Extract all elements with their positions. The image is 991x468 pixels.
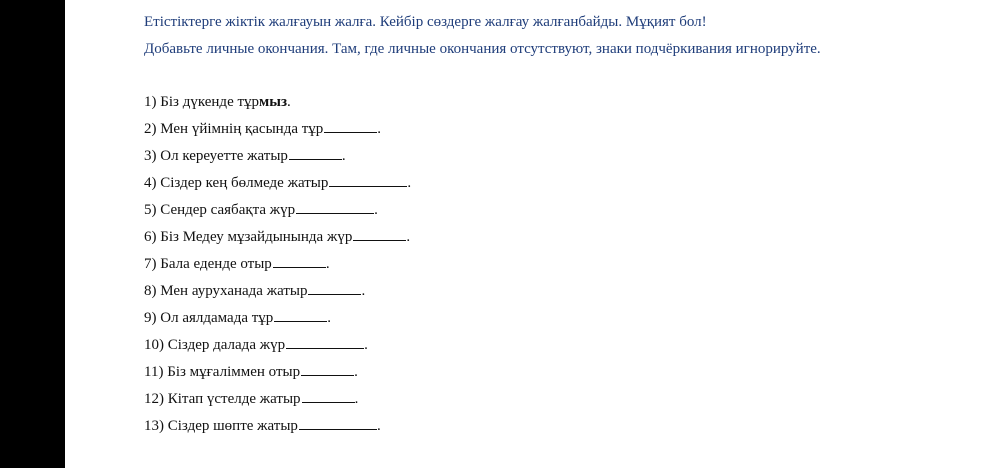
sentence-period: .	[341, 148, 346, 164]
exercise-number: 4)	[144, 175, 157, 191]
exercise-sentence: Біз Медеу мұзайдынында жүр	[160, 229, 353, 245]
exercise-sentence: Бала еденде отыр	[160, 256, 272, 272]
instruction-russian: Добавьте личные окончания. Там, где личные окончания отсутствуют, знаки подчёркивания игнорируйте.	[144, 41, 821, 57]
exercise-sentence: Мен ауруханада жатыр	[160, 283, 308, 299]
exercise-item-7	[144, 251, 844, 278]
exercise-sentence: Сіздер кең бөлмеде жатыр	[160, 175, 329, 191]
exercise-item-13	[144, 413, 844, 440]
exercise-sentence: Сіздер шөпте жатыр	[167, 418, 298, 434]
exercise-item-4	[144, 170, 844, 197]
exercise-sentence: Ол кереуетте жатыр	[160, 148, 288, 164]
exercise-sentence: Сендер саябақта жүр	[160, 202, 296, 218]
answer-blank[interactable]	[308, 282, 361, 295]
instructions	[144, 9, 974, 63]
answer-blank[interactable]	[301, 363, 354, 376]
sentence-period: .	[361, 283, 366, 299]
sentence-period: .	[364, 337, 368, 353]
sentence-period: .	[406, 229, 411, 245]
answer-blank[interactable]	[274, 309, 327, 322]
exercise-item-1	[144, 89, 844, 116]
exercise-number: 6)	[144, 229, 157, 245]
sentence-period: .	[325, 256, 330, 272]
exercise-item-6	[144, 224, 844, 251]
sentence-period: .	[327, 310, 332, 326]
exercise-sentence: Сіздер далада жүр	[167, 337, 286, 353]
left-dark-margin	[0, 0, 65, 468]
answer-blank[interactable]	[299, 417, 377, 430]
answer-blank[interactable]	[296, 201, 374, 214]
exercise-sentence: Ол аялдамада тұр	[160, 310, 274, 326]
exercise-item-2	[144, 116, 844, 143]
answer-blank[interactable]	[302, 390, 355, 403]
exercise-item-11	[144, 359, 844, 386]
sentence-period: .	[354, 391, 359, 407]
instruction-kazakh: Етістіктерге жіктік жалғауын жалға. Кейбір сөздерге жалғау жалғанбайды. Мұқият бол!	[144, 14, 707, 30]
exercise-item-5	[144, 197, 844, 224]
filled-ending: мыз	[259, 94, 288, 110]
exercise-item-9	[144, 305, 844, 332]
answer-blank[interactable]	[353, 228, 406, 241]
answer-blank[interactable]	[273, 255, 326, 268]
exercise-sentence: Мен үйімнің қасында тұр	[160, 121, 324, 137]
sentence-period: .	[407, 175, 412, 191]
exercise-number: 3)	[144, 148, 157, 164]
exercise-number: 12)	[144, 391, 164, 407]
exercise-number: 11)	[144, 364, 164, 380]
exercise-number: 13)	[144, 418, 164, 434]
exercise-sentence: Біз мұғаліммен отыр	[167, 364, 301, 380]
exercise-number: 2)	[144, 121, 157, 137]
sentence-period: .	[376, 418, 381, 434]
sentence-period: .	[287, 94, 291, 110]
exercise-item-10	[144, 332, 844, 359]
exercise-sentence: Кітап үстелде жатыр	[167, 391, 301, 407]
exercise-item-8	[144, 278, 844, 305]
exercise-number: 8)	[144, 283, 157, 299]
sentence-period: .	[374, 202, 378, 218]
exercise-item-12	[144, 386, 844, 413]
exercise-item-3	[144, 143, 844, 170]
exercise-number: 7)	[144, 256, 157, 272]
exercise-number: 1)	[144, 94, 157, 110]
answer-blank[interactable]	[329, 174, 407, 187]
answer-blank[interactable]	[286, 336, 364, 349]
sentence-period: .	[354, 364, 358, 380]
sentence-period: .	[377, 121, 382, 137]
answer-blank[interactable]	[324, 120, 377, 133]
exercise-number: 10)	[144, 337, 164, 353]
exercise-sentence: Біз дүкенде тұр	[160, 94, 260, 110]
exercise-number: 5)	[144, 202, 157, 218]
answer-blank[interactable]	[289, 147, 342, 160]
document-page	[65, 0, 991, 468]
exercise-number: 9)	[144, 310, 157, 326]
exercise-list	[144, 89, 844, 440]
